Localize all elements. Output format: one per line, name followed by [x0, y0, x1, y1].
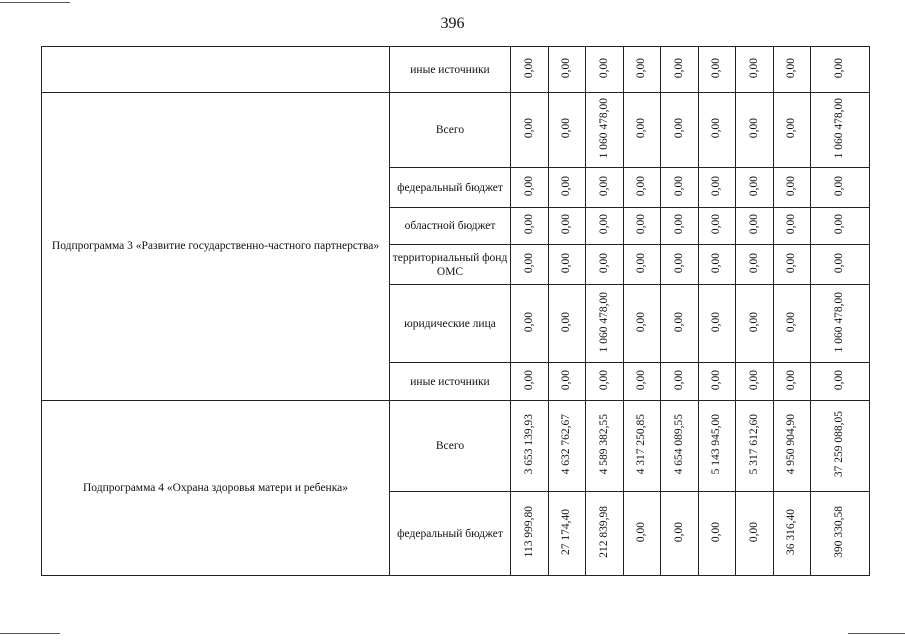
value-cell: 0,00 — [710, 521, 723, 543]
scan-artifact — [0, 2, 70, 3]
source-cell: иные источники — [390, 363, 511, 401]
source-cell: Всего — [390, 401, 511, 492]
value-cell: 0,00 — [785, 252, 798, 274]
value-cell: 0,00 — [560, 369, 573, 391]
value-cell: 0,00 — [635, 252, 648, 274]
value-cell: 0,00 — [785, 118, 798, 139]
value-cell: 0,00 — [635, 369, 648, 391]
value-cell: 0,00 — [747, 369, 760, 391]
value-cell: 0,00 — [710, 252, 723, 274]
value-cell: 0,00 — [833, 175, 846, 197]
value-cell: 36 316,40 — [785, 509, 798, 555]
value-cell: 0,00 — [672, 252, 685, 274]
scan-artifact — [848, 633, 905, 634]
value-cell: 27 174,40 — [560, 509, 573, 555]
value-cell: 1 060 478,00 — [833, 291, 846, 353]
value-cell: 1 060 478,00 — [597, 291, 610, 353]
value-cell: 0,00 — [522, 252, 535, 274]
value-cell: 0,00 — [710, 214, 723, 235]
value-cell: 0,00 — [833, 57, 846, 79]
value-cell: 1 060 478,00 — [833, 98, 846, 159]
value-cell: 0,00 — [597, 369, 610, 391]
value-cell: 0,00 — [710, 57, 723, 79]
table-row — [42, 93, 870, 168]
value-cell: 0,00 — [597, 214, 610, 235]
value-cell: 0,00 — [785, 369, 798, 391]
source-cell: федеральный бюджет — [390, 168, 511, 208]
value-cell: 4 589 382,55 — [597, 414, 610, 475]
table-row — [42, 47, 870, 93]
value-cell: 0,00 — [710, 175, 723, 197]
value-cell: 390 330,58 — [833, 506, 846, 558]
value-cell: 0,00 — [747, 118, 760, 139]
value-cell: 0,00 — [747, 521, 760, 543]
value-cell: 0,00 — [560, 175, 573, 197]
value-cell: 0,00 — [833, 369, 846, 391]
value-cell: 0,00 — [785, 311, 798, 333]
source-cell: юридические лица — [390, 285, 511, 363]
value-cell: 0,00 — [560, 57, 573, 79]
subprogram-3-title: Подпрограмма 3 «Развитие государственно-частного партнерства» — [42, 93, 390, 401]
value-cell: 0,00 — [672, 521, 685, 543]
value-cell: 0,00 — [635, 214, 648, 235]
value-cell: 0,00 — [833, 252, 846, 274]
value-cell: 0,00 — [560, 118, 573, 139]
scan-artifact — [0, 633, 60, 634]
value-cell: 1 060 478,00 — [597, 98, 610, 159]
value-cell: 0,00 — [635, 57, 648, 79]
value-cell: 4 654 089,55 — [672, 414, 685, 475]
budget-table — [41, 46, 870, 576]
value-cell: 37 259 088,05 — [833, 411, 846, 478]
value-cell: 0,00 — [672, 57, 685, 79]
value-cell: 0,00 — [635, 118, 648, 139]
value-cell: 0,00 — [560, 214, 573, 235]
value-cell: 0,00 — [522, 57, 535, 79]
value-cell: 0,00 — [597, 57, 610, 79]
value-cell: 0,00 — [560, 252, 573, 274]
value-cell: 0,00 — [672, 369, 685, 391]
value-cell: 0,00 — [672, 175, 685, 197]
value-cell: 113 999,80 — [522, 506, 535, 558]
value-cell: 0,00 — [522, 311, 535, 333]
value-cell: 5 143 945,00 — [710, 414, 723, 475]
value-cell: 0,00 — [635, 521, 648, 543]
table-row — [42, 401, 870, 492]
value-cell: 0,00 — [747, 311, 760, 333]
page-number: 396 — [440, 15, 465, 32]
value-cell: 0,00 — [672, 214, 685, 235]
value-cell: 0,00 — [560, 311, 573, 333]
source-cell: территориальный фонд ОМС — [390, 245, 511, 285]
source-cell: федеральный бюджет — [390, 492, 511, 576]
value-cell: 0,00 — [747, 252, 760, 274]
value-cell: 0,00 — [522, 214, 535, 235]
value-cell: 0,00 — [833, 214, 846, 235]
value-cell: 0,00 — [785, 214, 798, 235]
value-cell: 4 950 904,90 — [785, 414, 798, 475]
value-cell: 0,00 — [747, 214, 760, 235]
value-cell: 0,00 — [597, 175, 610, 197]
subprogram-4-title: Подпрограмма 4 «Охрана здоровья матери и ребенка» — [42, 401, 390, 576]
value-cell: 0,00 — [522, 175, 535, 197]
value-cell: 0,00 — [522, 369, 535, 391]
value-cell: 0,00 — [710, 311, 723, 333]
value-cell: 4 632 762,67 — [560, 414, 573, 475]
value-cell: 0,00 — [710, 369, 723, 391]
value-cell: 0,00 — [672, 311, 685, 333]
value-cell: 0,00 — [747, 57, 760, 79]
value-cell: 5 317 612,60 — [747, 414, 760, 475]
value-cell: 0,00 — [710, 118, 723, 139]
value-cell: 4 317 250,85 — [635, 414, 648, 475]
value-cell: 0,00 — [785, 175, 798, 197]
source-cell: иные источники — [390, 47, 511, 93]
source-cell: областной бюджет — [390, 208, 511, 245]
value-cell: 0,00 — [747, 175, 760, 197]
value-cell: 0,00 — [672, 118, 685, 139]
value-cell: 0,00 — [597, 252, 610, 274]
value-cell: 212 839,98 — [597, 506, 610, 558]
value-cell: 0,00 — [785, 57, 798, 79]
program-cell — [42, 47, 390, 93]
value-cell: 0,00 — [635, 175, 648, 197]
source-cell: Всего — [390, 93, 511, 168]
value-cell: 0,00 — [635, 311, 648, 333]
value-cell: 0,00 — [522, 118, 535, 139]
value-cell: 3 653 139,93 — [522, 414, 535, 475]
